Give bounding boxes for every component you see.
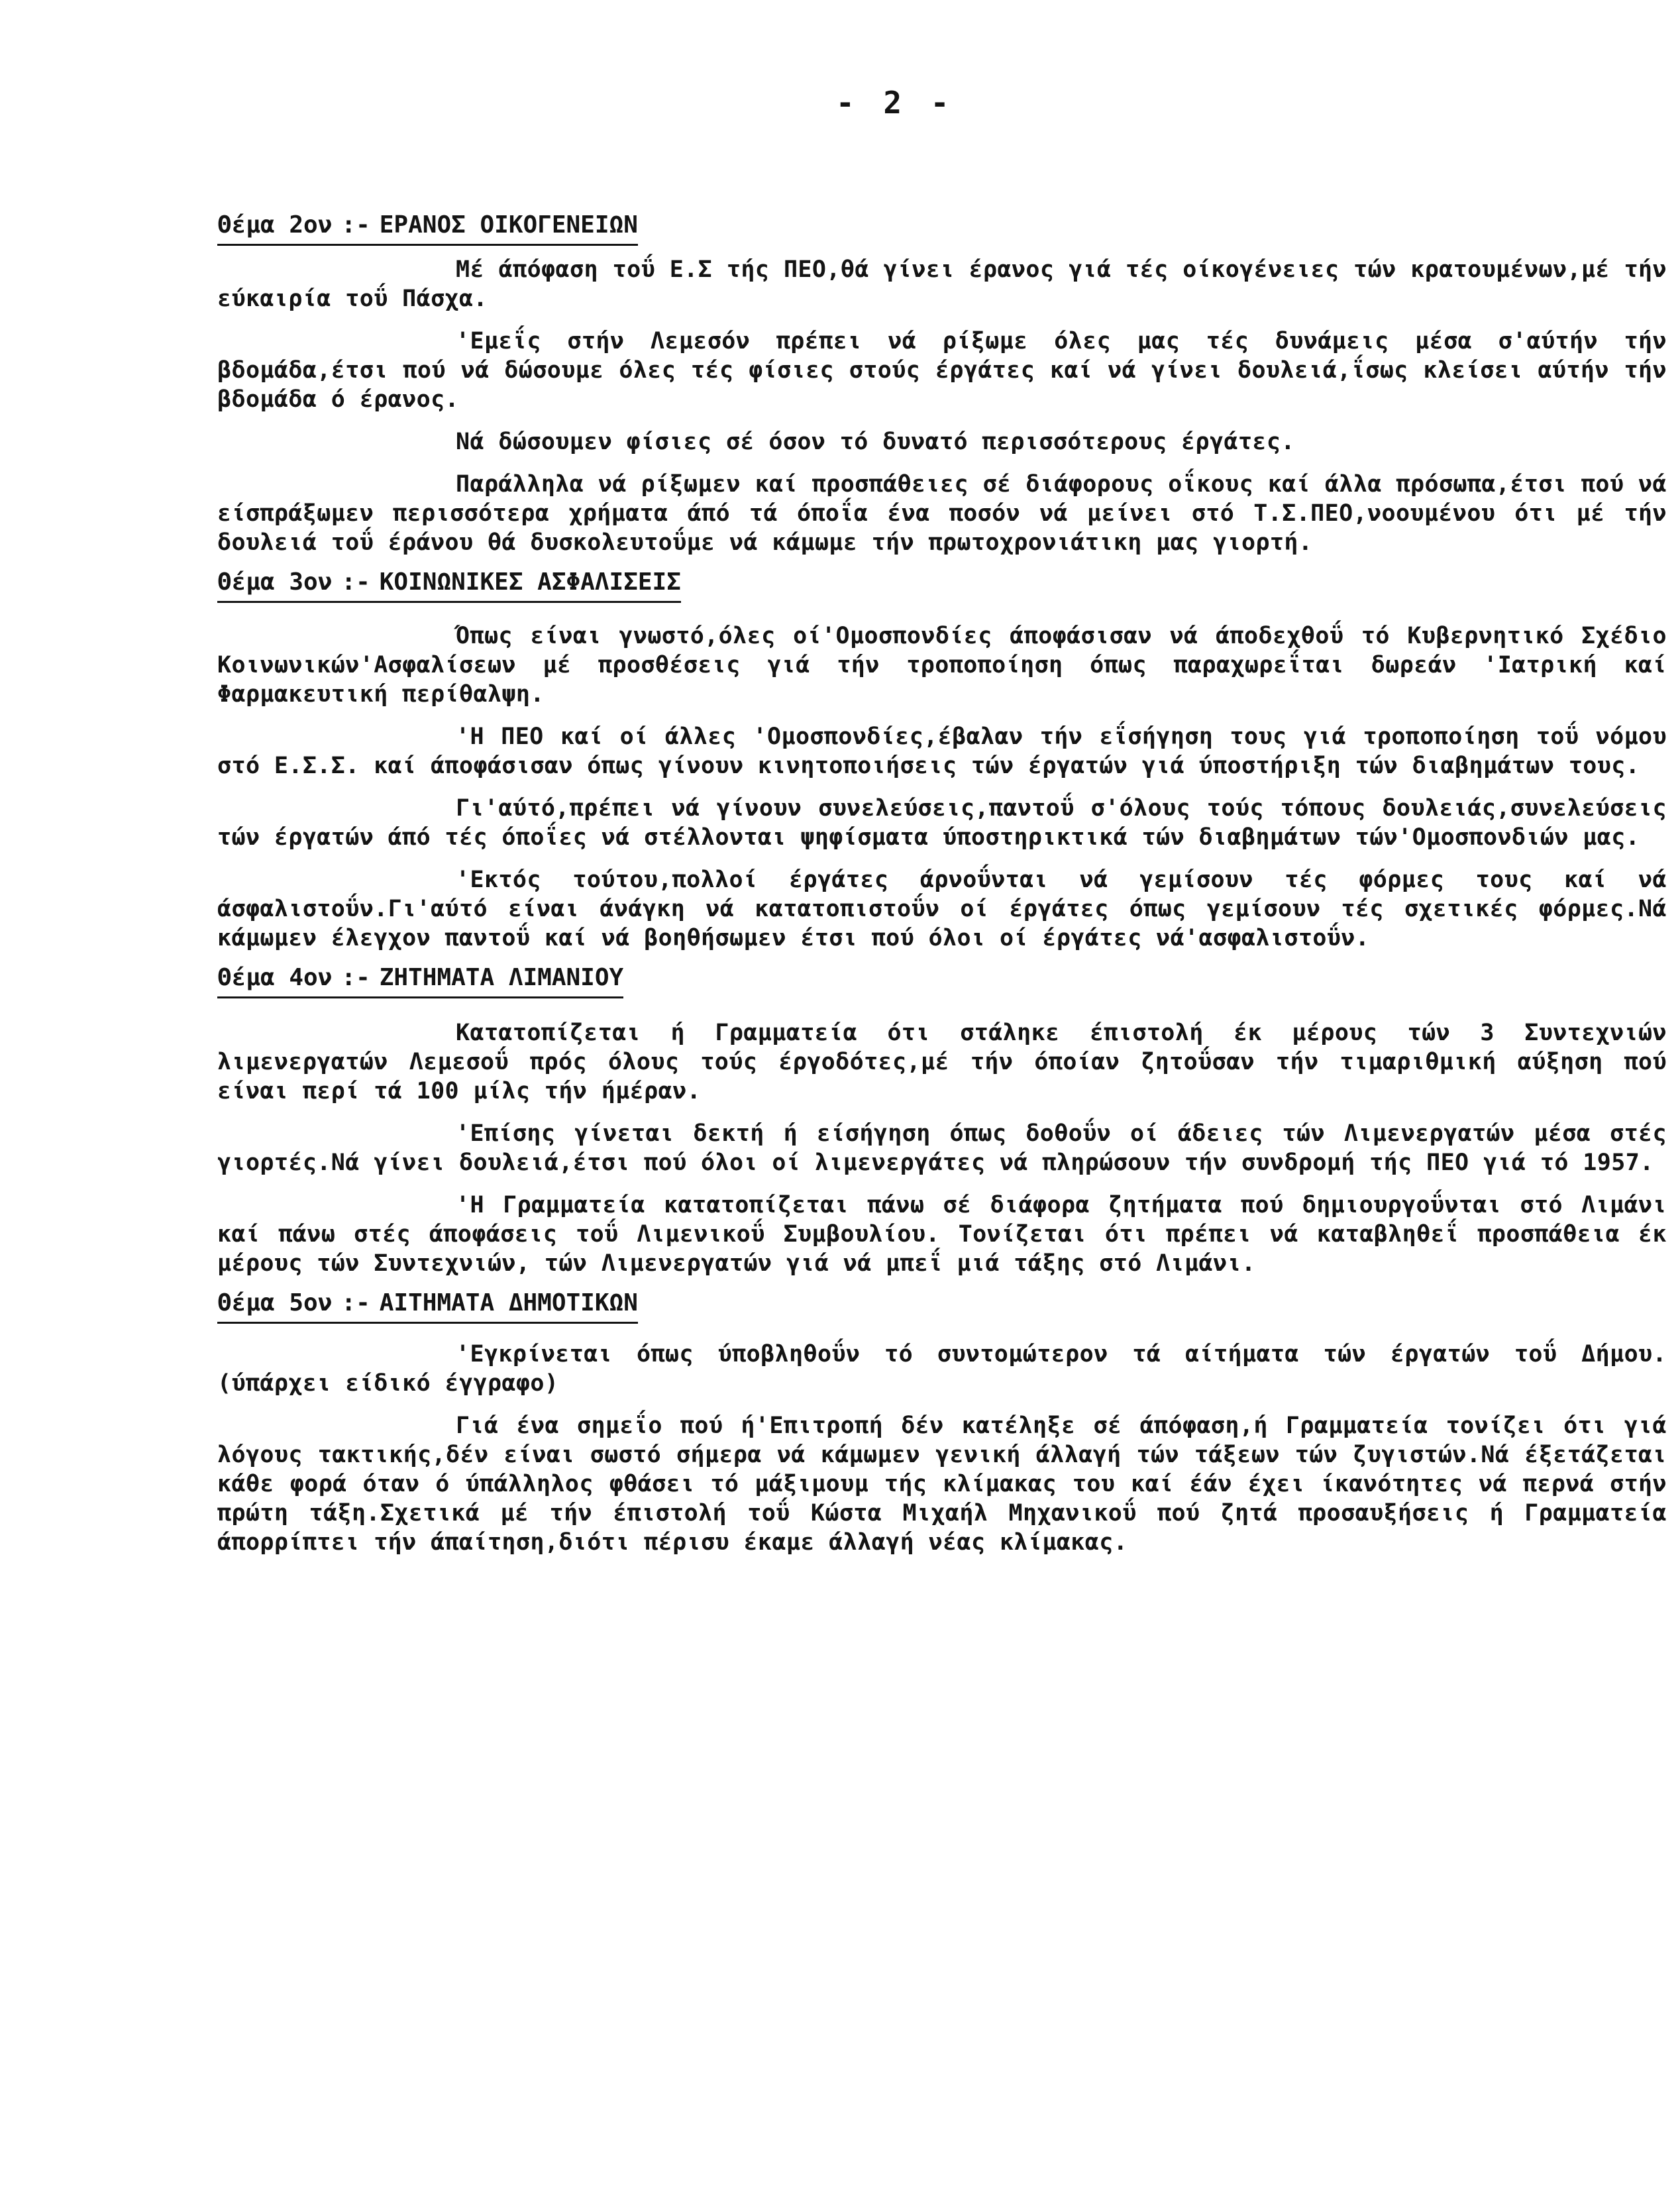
section-title: ΕΡΑΝΟΣ ΟΙΚΟΓΕΝΕΙΩΝ xyxy=(379,211,638,239)
section-label: Θέμα 5ον xyxy=(217,1289,333,1316)
section-label: Θέμα 4ον xyxy=(217,964,333,991)
paragraph: 'Εκτός τούτου,πολλοί έργάτες άρνοΰνται νά γεμίσουν τές φόρμες τους καί νά άσφαλιστοΰν.Γι'αύτό είναι άνάγκη νά κατατοπιστοΰν οί έργάτες όπως γεμίσουν τές σχετικές φόρμες.Νά κάμωμεν έλεγχον παντοΰ καί νά βοηθήσωμεν έτσι πού όλοι οί έργάτες νά'ασφαλιστοΰν. xyxy=(217,867,1667,951)
section-zitimata-limaniou xyxy=(217,962,1667,1278)
section-title: ΖΗΤΗΜΑΤΑ ΛΙΜΑΝΙΟΥ xyxy=(379,964,624,991)
section-heading xyxy=(217,962,623,998)
section-heading xyxy=(217,1287,638,1324)
document-body xyxy=(217,209,1667,1566)
paragraph: Παράλληλα νά ρίξωμεν καί προσπάθειες σέ διάφορους οΐκους καί άλλα πρόσωπα,έτσι πού νά είσπράξωμεν περισσότερα χρήματα άπό τά όποΐα ένα ποσόν νά μείνει στό Τ.Σ.ΠΕΟ,νοουμένου ότι μέ τήν δουλειά τοΰ έράνου θά δυσκολευτοΰμε νά κάμωμε τήν πρωτοχρονιάτικη μας γιορτή. xyxy=(217,471,1667,556)
paragraph: 'Η ΠΕΟ καί οί άλλες 'Ομοσπονδίες,έβαλαν τήν εΐσήγηση τους γιά τροποποίηση τοΰ νόμου στό Ε.Σ.Σ. καί άποφάσισαν όπως γίνουν κινητοποιήσεις τών έργατών γιά ύποστήριξη τών διαβημάτων τους. xyxy=(217,723,1667,779)
section-separator: :- xyxy=(341,1289,370,1316)
paragraph: Μέ άπόφαση τοΰ Ε.Σ τής ΠΕΟ,θά γίνει έρανος γιά τές οίκογένειες τών κρατουμένων,μέ τήν εύκαιρία τοΰ Πάσχα. xyxy=(217,256,1667,312)
paragraph: Γι'αύτό,πρέπει νά γίνουν συνελεύσεις,παντοΰ σ'όλους τούς τόπους δουλειάς,συνελεύσεις τών έργατών άπό τές όποΐες νά στέλλονται ψηφίσματα ύποστηρικτικά τών διαβημάτων τών'Ομοσπονδιών μας. xyxy=(217,795,1667,851)
paragraph: Γιά ένα σημεΐο πού ή'Επιτροπή δέν κατέληξε σέ άπόφαση,ή Γραμματεία τονίζει ότι γιά λόγους τακτικής,δέν είναι σωστό σήμερα νά κάμωμεν γενική άλλαγή τών τάξεων τών ζυγιστών.Νά έξετάζεται κάθε φορά όταν ό ύπάλληλος φθάσει τό μάξιμουμ τής κλίμακας του καί έάν έχει ίκανότητες νά περνά στήν πρώτη τάξη.Σχετικά μέ τήν έπιστολή τοΰ Κώστα Μιχαήλ Μηχανικοΰ πού ζητά προσαυξήσεις ή Γραμματεία άπορρίπτει τήν άπαίτηση,διότι πέρισυ έκαμε άλλαγή νέας κλίμακας. xyxy=(217,1413,1667,1556)
paragraph: 'Εμεΐς στήν Λεμεσόν πρέπει νά ρίξωμε όλες μας τές δυνάμεις μέσα σ'αύτήν τήν βδομάδα,έτσι πού νά δώσουμε όλες τές φίσιες στούς έργάτες καί νά γίνει δουλειά,ΐσως κλείσει αύτήν τήν βδομάδα ό έρανος. xyxy=(217,328,1667,413)
paragraph: Όπως είναι γνωστό,όλες οί'Ομοσπονδίες άποφάσισαν νά άποδεχθοΰ τό Κυβερνητικό Σχέδιο Κοινωνικών'Ασφαλίσεων μέ προσθέσεις γιά τήν τροποποίηση όπως παραχωρεΐται δωρεάν 'Ιατρική καί Φαρμακευτική περίθαλψη. xyxy=(217,623,1667,708)
section-label: Θέμα 3ον xyxy=(217,568,333,596)
paragraph: 'Επίσης γίνεται δεκτή ή είσήγηση όπως δοθοΰν οί άδειες τών Λιμενεργατών μέσα στές γιορτές.Νά γίνει δουλειά,έτσι πού όλοι οί λιμενεργάτες νά πληρώσουν τήν συνδρομή τής ΠΕΟ γιά τό 1957. xyxy=(217,1120,1667,1176)
page-number: - 2 - xyxy=(836,85,955,121)
paragraph: 'Η Γραμματεία κατατοπίζεται πάνω σέ διάφορα ζητήματα πού δημιουργοΰνται στό Λιμάνι καί πάνω στές άποφάσεις τοΰ Λιμενικοΰ Συμβουλίου. Τονίζεται ότι πρέπει νά καταβληθεΐ προσπάθεια έκ μέρους τών Συντεχνιών, τών Λιμενεργατών γιά νά μπεΐ μιά τάξης στό Λιμάνι. xyxy=(217,1192,1667,1277)
section-koinonikes-asfaliseis xyxy=(217,566,1667,953)
section-title: ΚΟΙΝΩΝΙΚΕΣ ΑΣΦΑΛΙΣΕΙΣ xyxy=(379,568,681,596)
paragraph: Νά δώσουμεν φίσιες σέ όσον τό δυνατό περισσότερους έργάτες. xyxy=(456,429,1295,455)
section-heading xyxy=(217,209,638,246)
section-eranos xyxy=(217,209,1667,557)
section-label: Θέμα 2ον xyxy=(217,211,333,239)
section-separator: :- xyxy=(341,211,370,239)
section-title: ΑΙΤΗΜΑΤΑ ΔΗΜΟΤΙΚΩΝ xyxy=(379,1289,638,1316)
section-heading xyxy=(217,566,681,603)
section-aitimata-dimotikon xyxy=(217,1287,1667,1557)
paragraph: 'Εγκρίνεται όπως ύποβληθοΰν τό συντομώτερον τά αίτήματα τών έργατών τοΰ Δήμου.(ύπάρχει είδικό έγγραφο) xyxy=(217,1341,1667,1397)
paragraph: Κατατοπίζεται ή Γραμματεία ότι στάληκε έπιστολή έκ μέρους τών 3 Συντεχνιών λιμενεργατών Λεμεσοΰ πρός όλους τούς έργοδότες,μέ τήν όποίαν ζητοΰσαν τήν τιμαριθμική αύξηση πού είναι περί τά 100 μίλς τήν ήμέραν. xyxy=(217,1020,1667,1104)
section-separator: :- xyxy=(341,964,370,991)
section-separator: :- xyxy=(341,568,370,596)
